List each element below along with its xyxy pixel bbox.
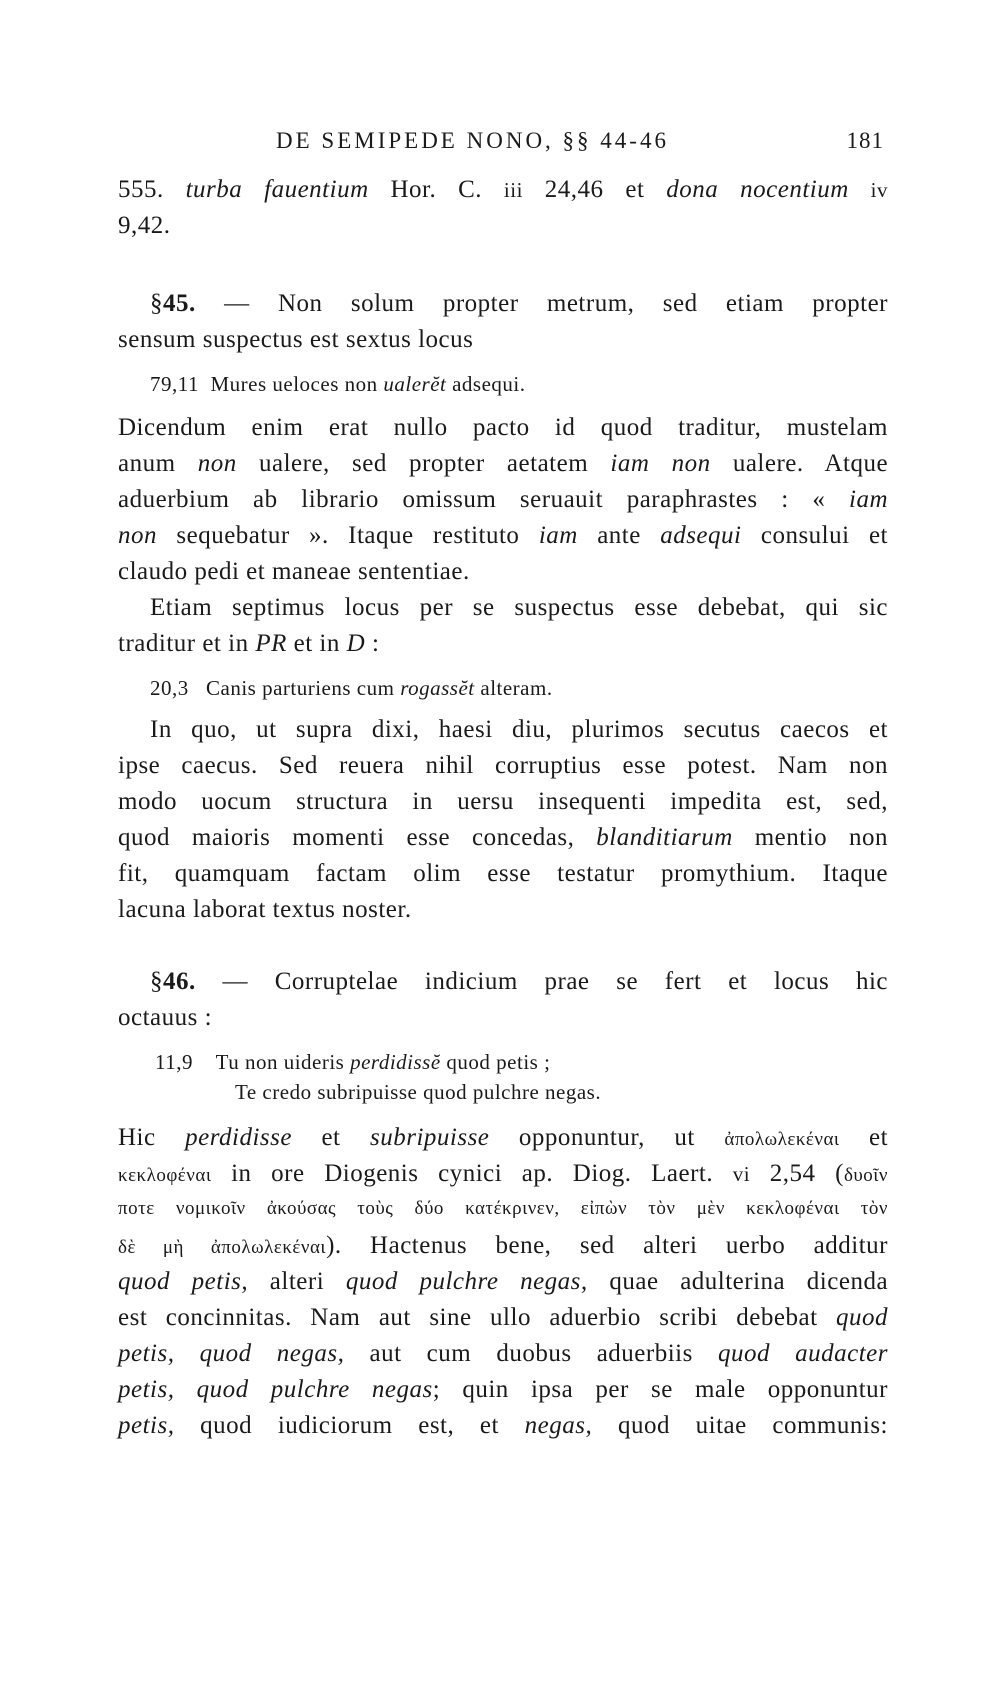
para1-line-2: anum non ualere, sed propter aetatem iam non ualere. Atque (118, 450, 889, 477)
running-header (118, 128, 884, 168)
para3-line-4: quod maioris momenti esse concedas, blanditiarum mentio non (118, 824, 889, 851)
para2-line-2: traditur et in PR et in D : (118, 630, 380, 657)
para4-line-3-greek: ποτε νομικοῖν ἀκούσας τοὺς δύο κατέκρινεν, εἰπὼν τὸν μὲν κεκλοφέναι τὸν (118, 1198, 888, 1219)
para4-line-5: quod petis, alteri quod pulchre negas, quae adulterina dicenda (118, 1268, 889, 1295)
para4-line-8: petis, quod pulchre negas; quin ipsa per se male opponuntur (118, 1376, 888, 1403)
para4-line-4: δὲ μὴ ἀπολωλεκέναι). Hactenus bene, sed alteri uerbo additur (118, 1232, 888, 1259)
section-45-heading: §45. — Non solum propter metrum, sed etiam propter (150, 290, 888, 317)
para1-line-3: aduerbium ab librario omissum seruauit paraphrastes : « iam (118, 486, 888, 513)
para4-line-2: κεκλοφέναι in ore Diogenis cynici ap. Diog. Laert. vi 2,54 (δυοῖν (118, 1160, 888, 1187)
para3-line-3: modo uocum structura in uersu insequenti impedita est, sed, (118, 788, 888, 815)
para4-line-1: Hic perdidisse et subripuisse opponuntur, ut ἀπολωλεκέναι et (118, 1124, 889, 1151)
section-45-line-2: sensum suspectus est sextus locus (118, 326, 474, 353)
para3-line-5: fit, quamquam factam olim esse testatur promythium. Itaque (118, 860, 888, 887)
running-title: DE SEMIPEDE NONO, §§ 44-46 (276, 128, 669, 153)
quote-11-9-line-2: Te credo subripuisse quod pulchre negas. (235, 1080, 602, 1104)
page-number: 181 (846, 128, 884, 153)
continuation-line-2: 9,42. (118, 212, 171, 239)
quote-20-3: 20,3 Canis parturiens cum rogassĕt alteram. (150, 676, 553, 700)
quote-79-11: 79,11 Mures ueloces non ualerĕt adsequi. (150, 372, 526, 396)
continuation-line-1: 555. turba fauentium Hor. C. iii 24,46 et dona nocentium iv (118, 176, 888, 203)
para3-line-1: In quo, ut supra dixi, haesi diu, plurimos secutus caecos et (150, 716, 888, 743)
para4-line-6: est concinnitas. Nam aut sine ullo aduerbio scribi debebat quod (118, 1304, 888, 1331)
para3-line-6: lacuna laborat textus noster. (118, 896, 412, 923)
para2-line-1: Etiam septimus locus per se suspectus esse debebat, qui sic (150, 594, 888, 621)
quote-11-9-line-1: 11,9 Tu non uideris perdidissĕ quod petis ; (155, 1050, 551, 1074)
para1-line-1: Dicendum enim erat nullo pacto id quod traditur, mustelam (118, 414, 888, 441)
para1-line-4: non sequebatur ». Itaque restituto iam ante adsequi consului et (118, 522, 888, 549)
para4-line-7: petis, quod negas, aut cum duobus aduerbiis quod audacter (118, 1340, 888, 1367)
section-46-line-2: octauus : (118, 1004, 213, 1031)
section-46-heading: §46. — Corruptelae indicium prae se fert et locus hic (150, 968, 888, 995)
para3-line-2: ipse caecus. Sed reuera nihil corruptius esse potest. Nam non (118, 752, 888, 779)
para4-line-9: petis, quod iudiciorum est, et negas, quod uitae communis: (118, 1412, 888, 1439)
para1-line-5: claudo pedi et maneae sententiae. (118, 558, 470, 585)
